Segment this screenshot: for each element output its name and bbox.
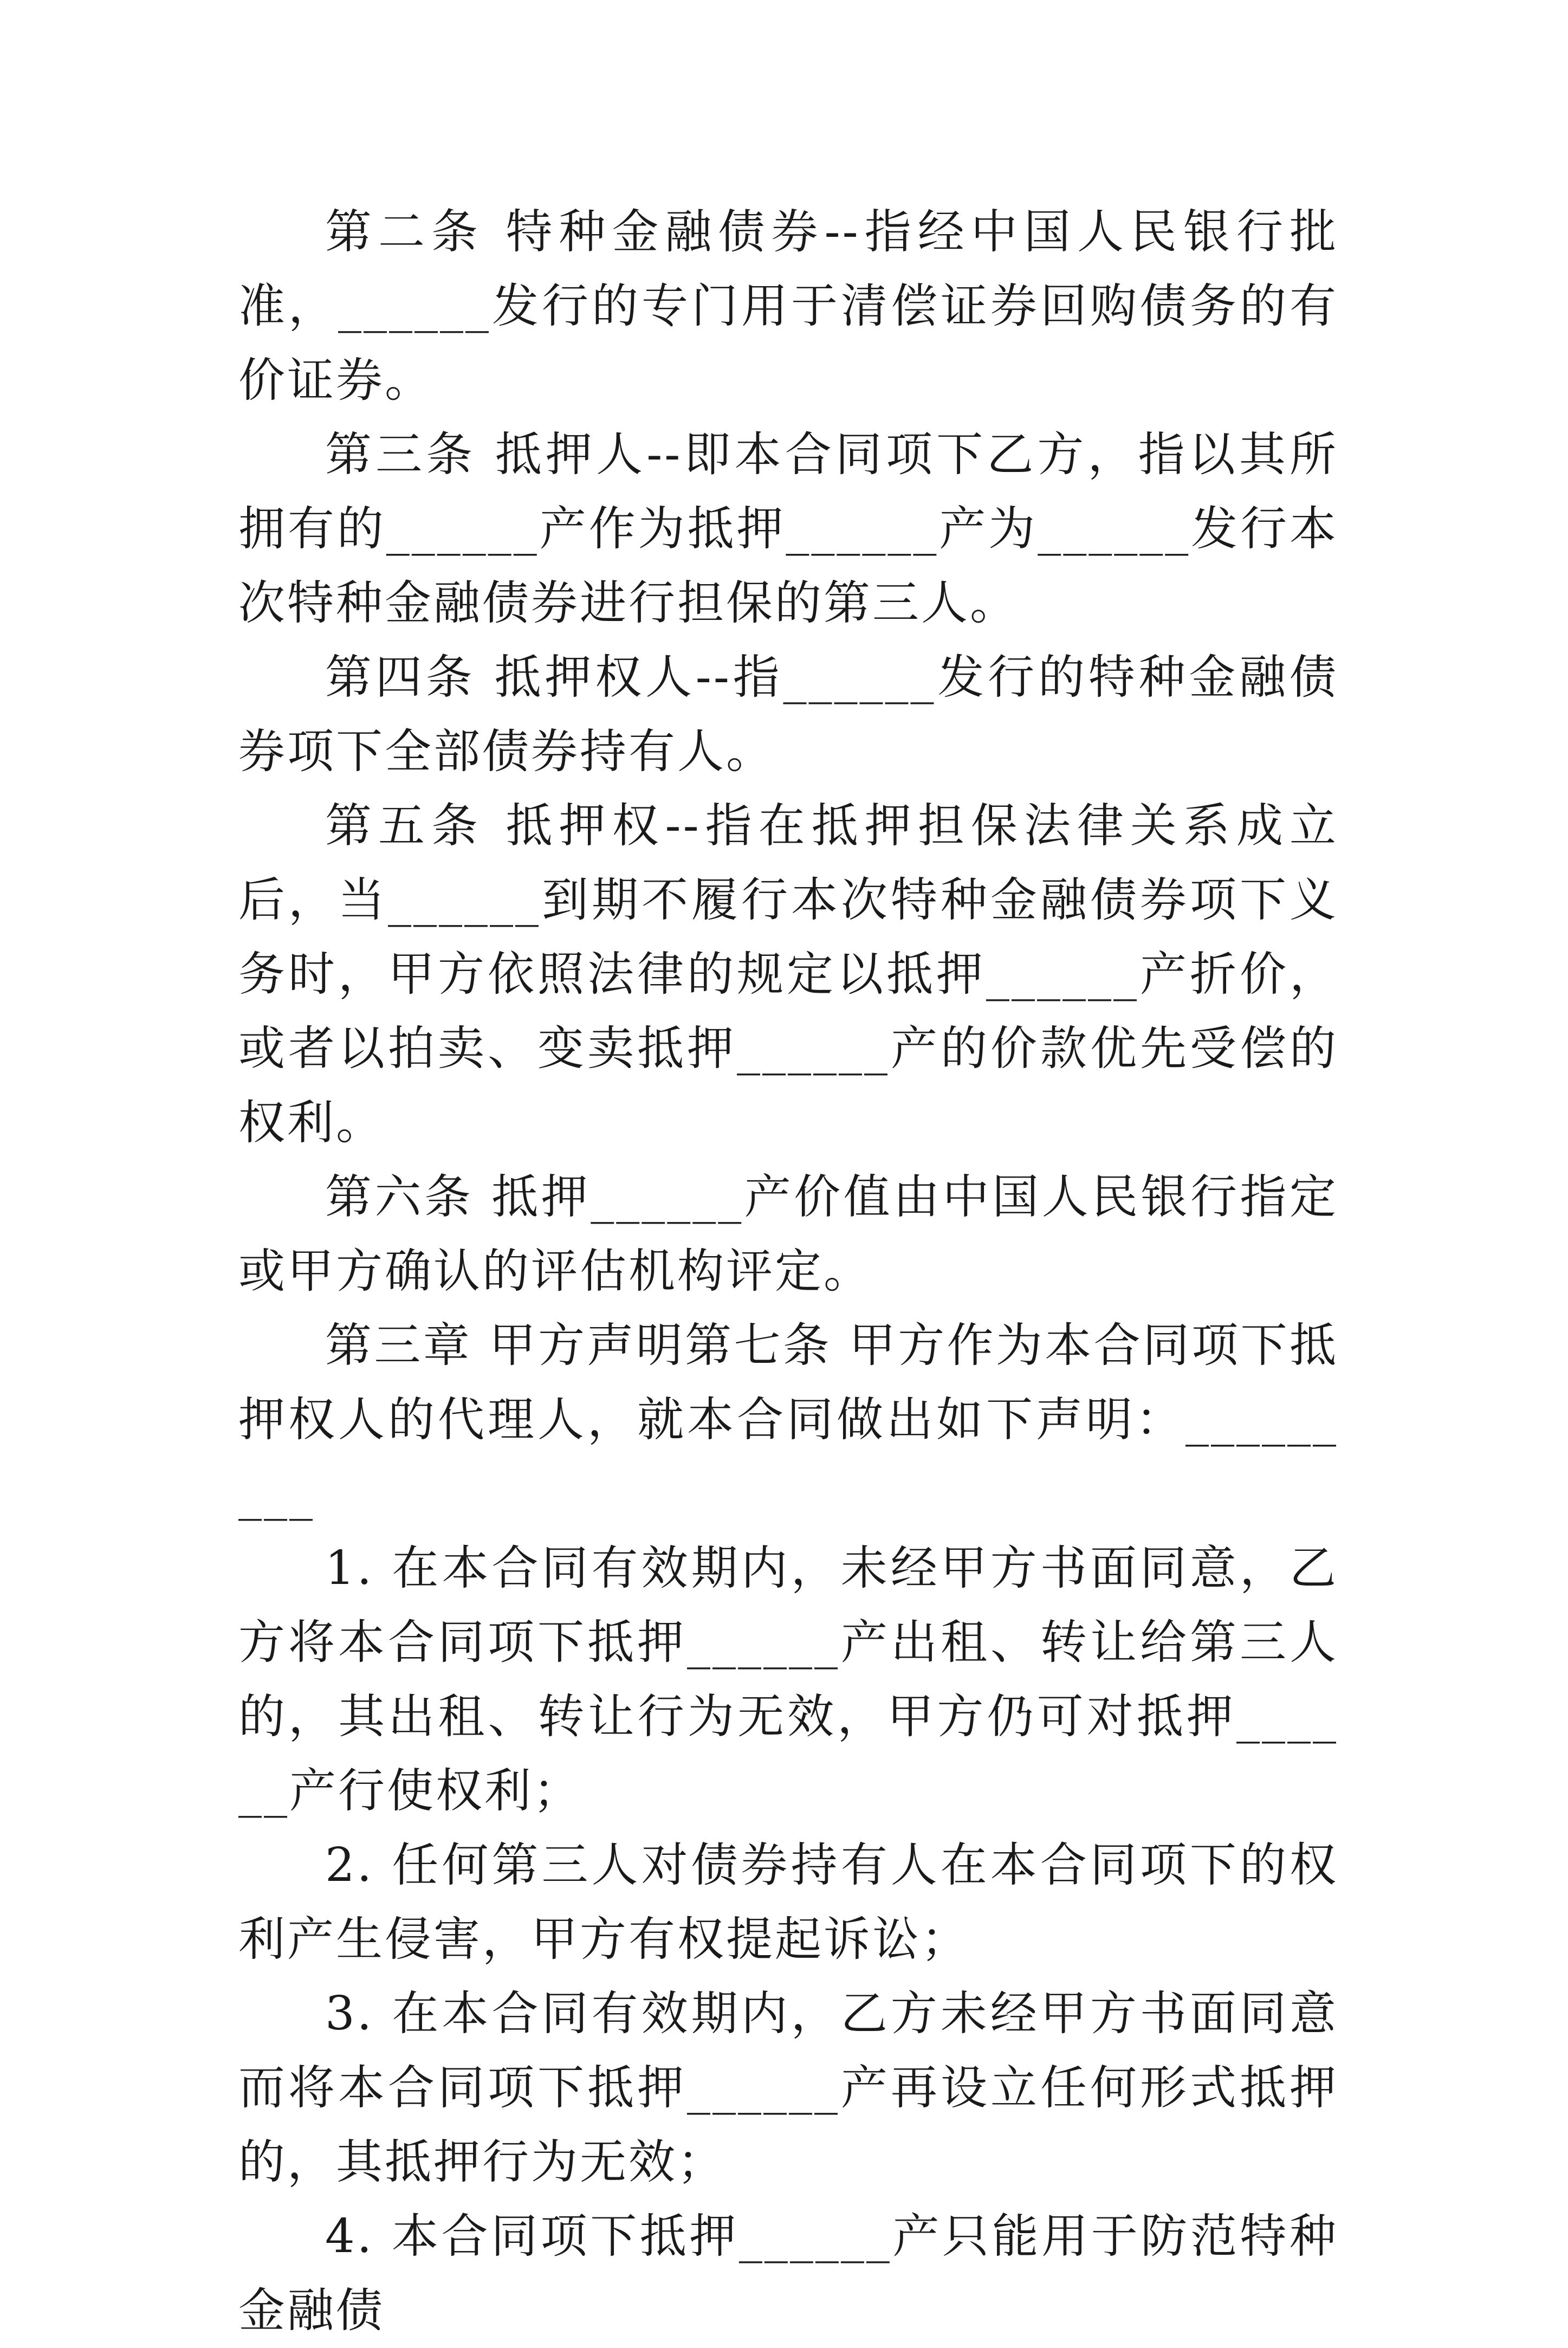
declaration-item-2: 2. 任何第三人对债券持有人在本合同项下的权利产生侵害，甲方有权提起诉讼； xyxy=(238,1838,1338,1967)
declaration-item-4: 4. 本合同项下抵押______产只能用于防范特种金融债 xyxy=(238,2209,1338,2338)
article-6-paragraph: 第六条 抵押______产价值由中国人民银行指定或甲方确认的评估机构评定。 xyxy=(238,1170,1338,1298)
article-4-paragraph: 第四条 抵押权人--指______发行的特种金融债券项下全部债券持有人。 xyxy=(238,650,1338,779)
article-2-paragraph: 第二条 特种金融债券--指经中国人民银行批准，______发行的专门用于清偿证券回购债务的有价证券。 xyxy=(238,205,1338,407)
declaration-item-1: 1. 在本合同有效期内，未经甲方书面同意，乙方将本合同项下抵押______产出租、转让给第三人的，其出租、转让行为无效，甲方仍可对抵押______产行使权利； xyxy=(238,1541,1338,1818)
chapter-3-article-7-paragraph: 第三章 甲方声明第七条 甲方作为本合同项下抵押权人的代理人，就本合同做出如下声明：_________ xyxy=(238,1318,1338,1521)
article-5-paragraph: 第五条 抵押权--指在抵押担保法律关系成立后，当______到期不履行本次特种金融债券项下义务时，甲方依照法律的规定以抵押______产折价，或者以拍卖、变卖抵押______产的价款优先受偿的权利。 xyxy=(238,799,1338,1150)
article-3-paragraph: 第三条 抵押人--即本合同项下乙方，指以其所拥有的______产作为抵押______产为______发行本次特种金融债券进行担保的第三人。 xyxy=(238,428,1338,630)
declaration-item-3: 3. 在本合同有效期内，乙方未经甲方书面同意而将本合同项下抵押______产再设立任何形式抵押的，其抵押行为无效； xyxy=(238,1987,1338,2189)
document-body xyxy=(238,195,1338,2348)
